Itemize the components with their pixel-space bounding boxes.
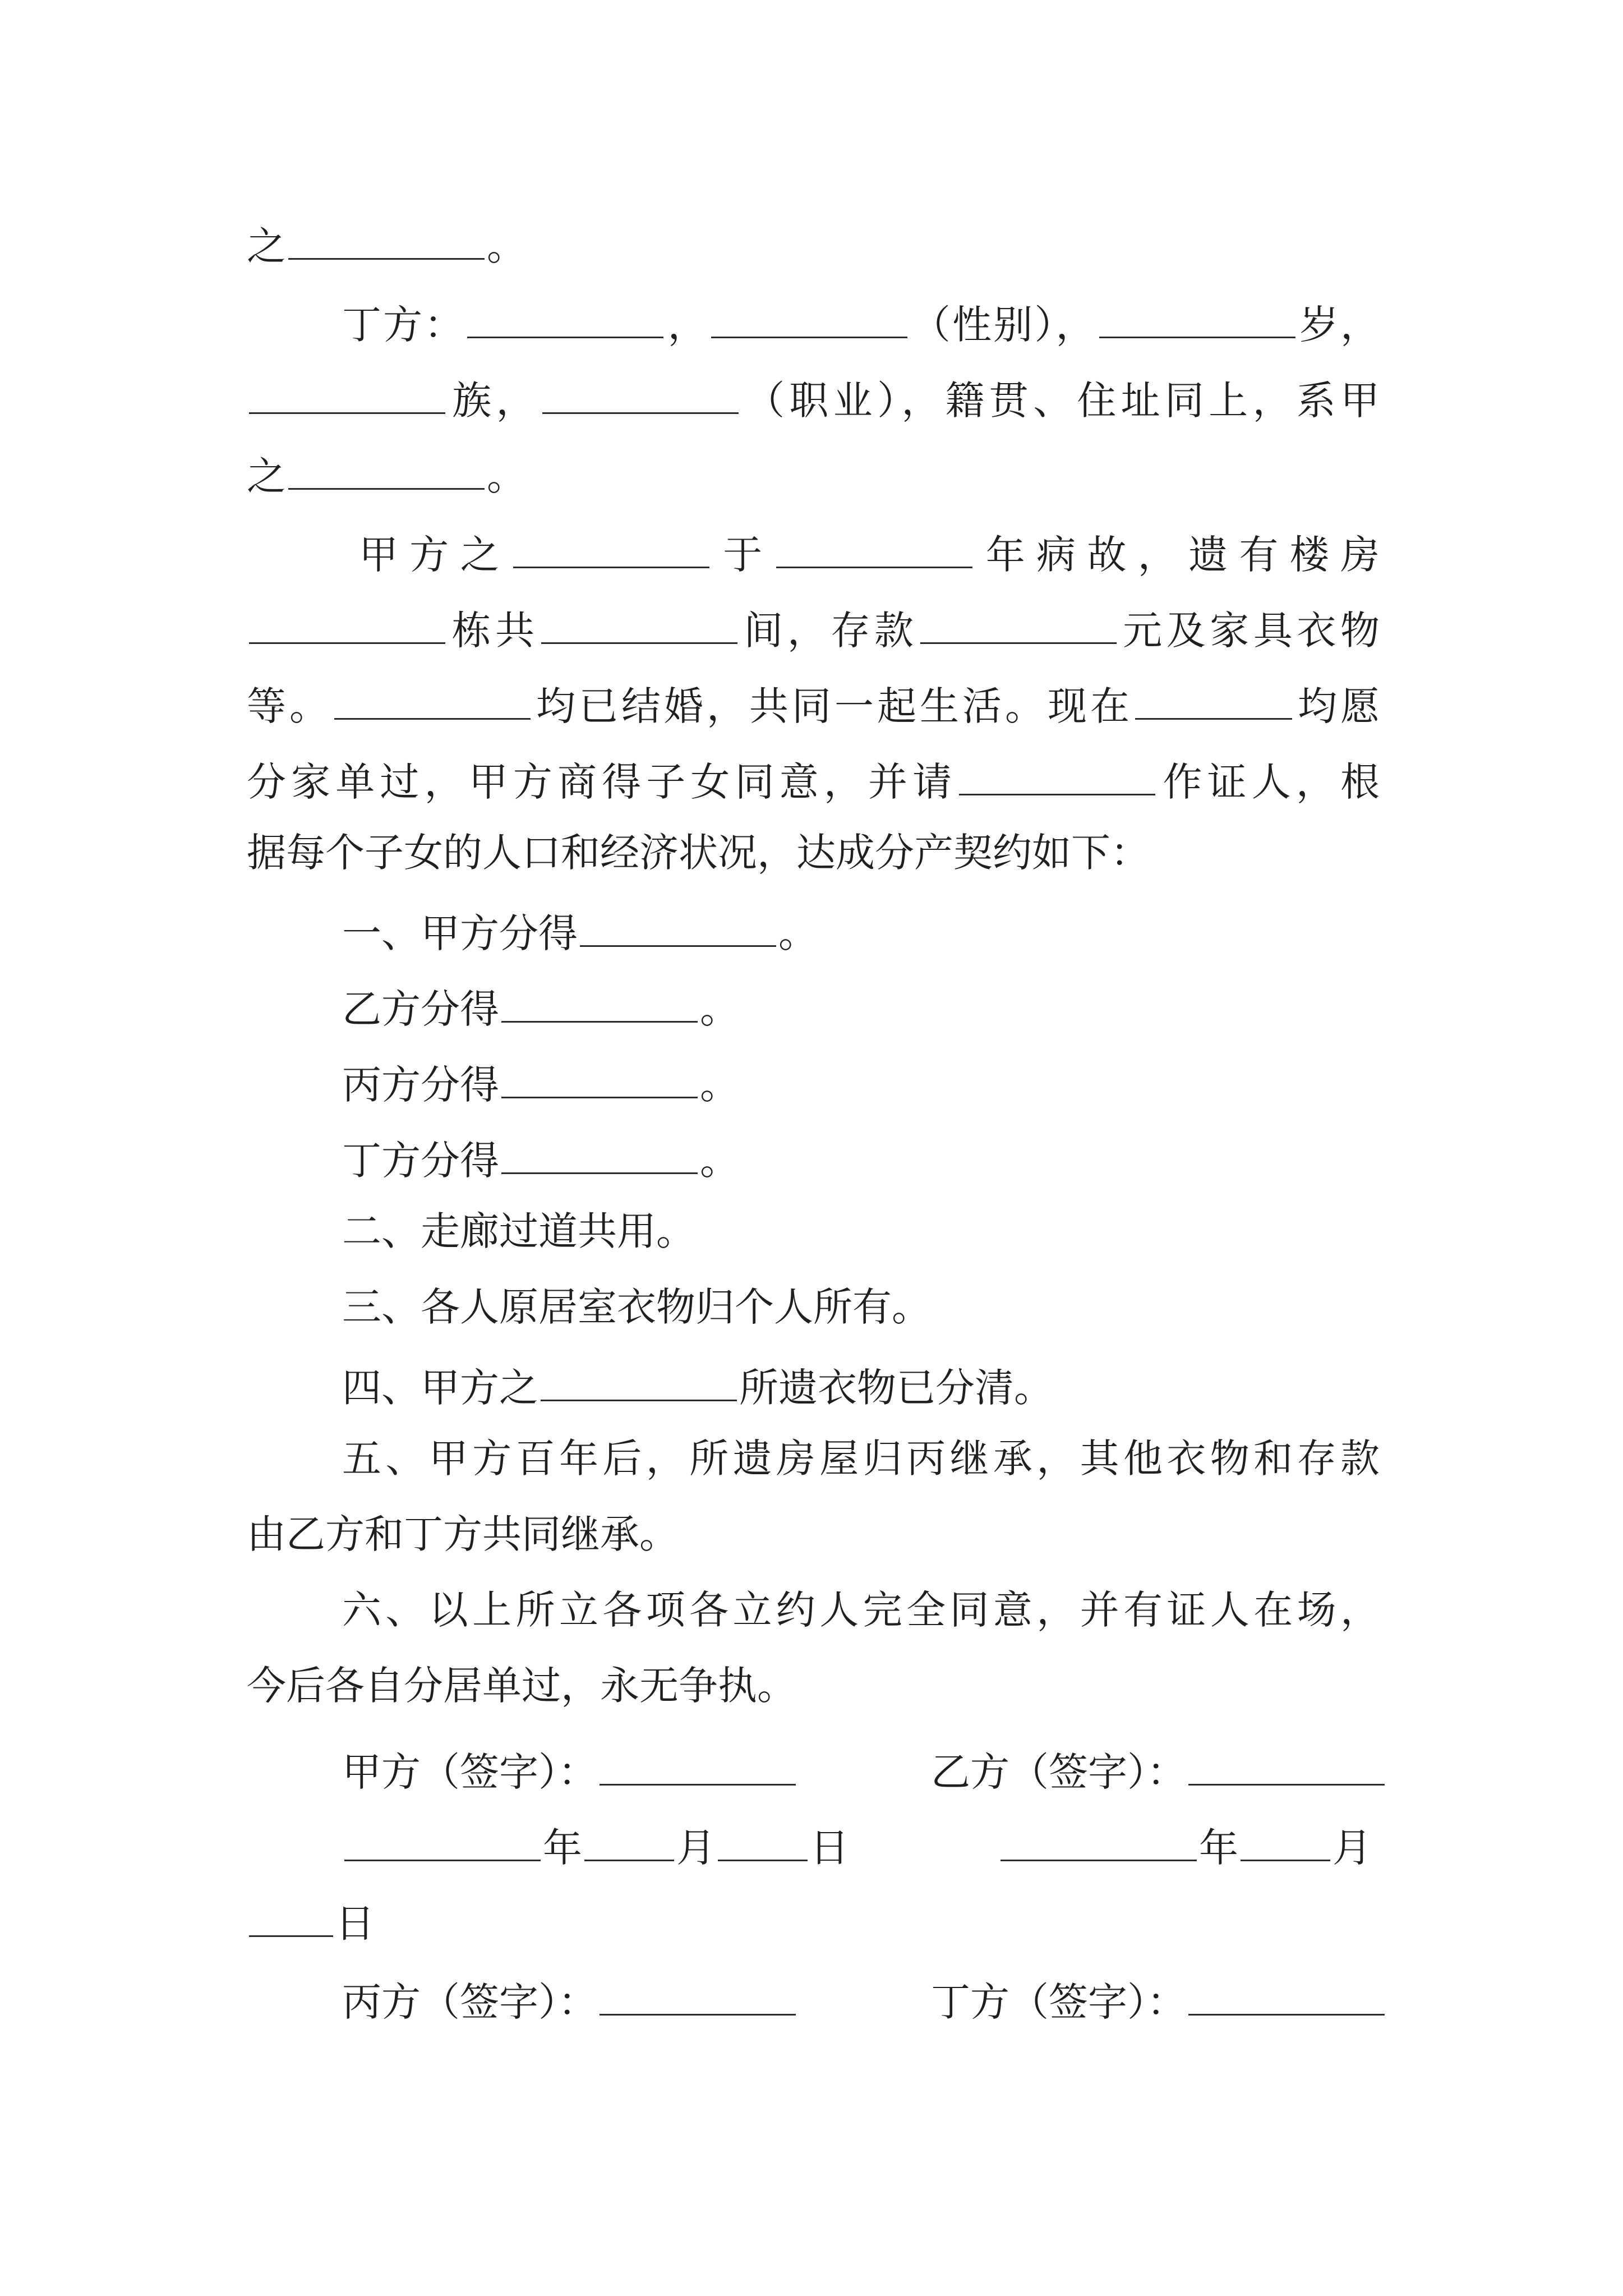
text-fragment: 之 [247,223,286,269]
fill-blank[interactable] [776,522,972,568]
text-fragment: 今后各自分居单过，永无争执。 [247,1663,796,1709]
text-fragment: 四、甲方之 [342,1365,538,1411]
date-row [342,1815,959,1871]
signature-label-yi: 乙方（签字）： [931,1749,1186,1795]
signature-blank-bing[interactable] [600,1969,796,2016]
signature-label-bing: 丙方（签字）： [342,1979,597,2025]
date-row [998,1815,1391,1871]
text-fragment: 所遗衣物已分清。 [739,1365,1053,1411]
signature-row [931,1969,1380,2025]
fill-blank[interactable] [467,292,663,338]
clause-line [342,1355,1380,1411]
text-line [247,213,1380,269]
clause-line [342,976,1380,1032]
fill-blank[interactable] [501,1052,698,1098]
text-fragment: 间，存款 [739,608,918,654]
text-line [247,749,1380,805]
text-fragment: 。 [487,453,526,499]
text-fragment: 三、各人原居室衣物归个人所有。 [342,1284,931,1330]
text-fragment: 六、以上所立各项各立约人完全同意，并有证人在场， [342,1587,1380,1633]
fill-blank[interactable] [288,213,485,260]
fill-blank[interactable] [1099,292,1295,338]
text-fragment: （性别）， [909,302,1097,348]
text-fragment: 年病故，遗有楼房 [974,532,1380,578]
text-line [247,825,1380,881]
fill-blank[interactable] [334,673,531,720]
fill-blank[interactable] [711,292,907,338]
text-fragment: 分家单过，甲方商得子女同意，并请 [247,759,957,805]
clause-line [342,1279,1380,1335]
text-fragment: 。 [487,223,526,269]
clause-line [342,1203,1380,1259]
text-fragment: 丁方： [342,302,465,348]
text-fragment: 于 [711,532,774,578]
fill-blank[interactable] [541,1355,737,1401]
text-line [247,443,1380,499]
text-fragment: 年 [543,1825,582,1871]
date-row [247,1890,1380,1947]
text-fragment: 丁方分得 [342,1138,499,1184]
fill-blank[interactable] [249,597,445,644]
text-fragment: 月 [1332,1825,1372,1871]
text-fragment: 岁， [1297,302,1380,348]
fill-blank[interactable] [1135,673,1292,720]
clause-line [247,1658,1380,1714]
text-fragment: 二、走廊过道共用。 [342,1208,695,1254]
text-fragment: ， [666,302,709,348]
fill-blank[interactable] [541,597,737,644]
clause-line [342,900,1380,956]
fill-blank[interactable] [501,976,698,1023]
signature-blank-jia[interactable] [600,1739,796,1786]
clause-line [342,1582,1380,1638]
fill-blank[interactable] [249,367,445,414]
signature-blank-ding[interactable] [1188,1969,1385,2016]
text-fragment: 。 [700,1138,739,1184]
text-fragment: 。 [700,986,739,1032]
text-fragment: 年 [1199,1825,1238,1871]
text-fragment: 之 [247,453,286,499]
text-fragment: 月 [676,1825,716,1871]
month-blank[interactable] [584,1815,674,1861]
text-fragment: 日 [810,1825,849,1871]
text-fragment: 。 [778,910,818,956]
clause-line [247,1506,1380,1562]
month-blank[interactable] [1241,1815,1330,1861]
fill-blank[interactable] [288,443,485,490]
fill-blank[interactable] [513,522,709,568]
text-fragment: 乙方分得 [342,986,499,1032]
signature-label-ding: 丁方（签字）： [931,1979,1186,2025]
year-blank[interactable] [1000,1815,1197,1861]
text-fragment: 等。 [247,683,332,729]
text-fragment: 族， [448,378,540,424]
text-line [342,292,1380,348]
text-fragment: 一、甲方分得 [342,910,578,956]
year-blank[interactable] [344,1815,541,1861]
fill-blank[interactable] [542,367,739,414]
text-fragment: 。 [700,1062,739,1108]
fill-blank[interactable] [959,749,1155,795]
signature-row [931,1739,1380,1795]
text-fragment: 作证人，根 [1158,759,1380,805]
text-fragment: 丙方分得 [342,1062,499,1108]
fill-blank[interactable] [501,1128,698,1174]
day-blank[interactable] [249,1890,333,1937]
signature-blank-yi[interactable] [1188,1739,1385,1786]
text-line [247,597,1380,654]
text-line [247,367,1380,424]
text-fragment: 均愿 [1294,683,1380,729]
text-fragment: 据每个子女的人口和经济状况，达成分产契约如下： [247,830,1150,876]
text-fragment: 栋共 [448,608,539,654]
text-fragment: （职业），籍贯、住址同上，系甲 [740,378,1380,424]
text-fragment: 元及家具衣物 [1118,608,1380,654]
text-line [359,522,1380,578]
fill-blank[interactable] [580,900,776,947]
text-fragment: 由乙方和丁方共同继承。 [247,1511,679,1557]
text-fragment: 日 [335,1901,375,1947]
text-line [247,673,1380,729]
fill-blank[interactable] [920,597,1117,644]
text-fragment: 五、甲方百年后，所遗房屋归丙继承，其他衣物和存款 [342,1435,1380,1481]
clause-line [342,1128,1380,1184]
day-blank[interactable] [718,1815,808,1861]
text-fragment: 甲方之 [359,532,511,578]
clause-line [342,1430,1380,1487]
signature-label-jia: 甲方（签字）： [342,1749,597,1795]
clause-line [342,1052,1380,1108]
text-fragment: 均已结婚，共同一起生活。现在 [533,683,1133,729]
